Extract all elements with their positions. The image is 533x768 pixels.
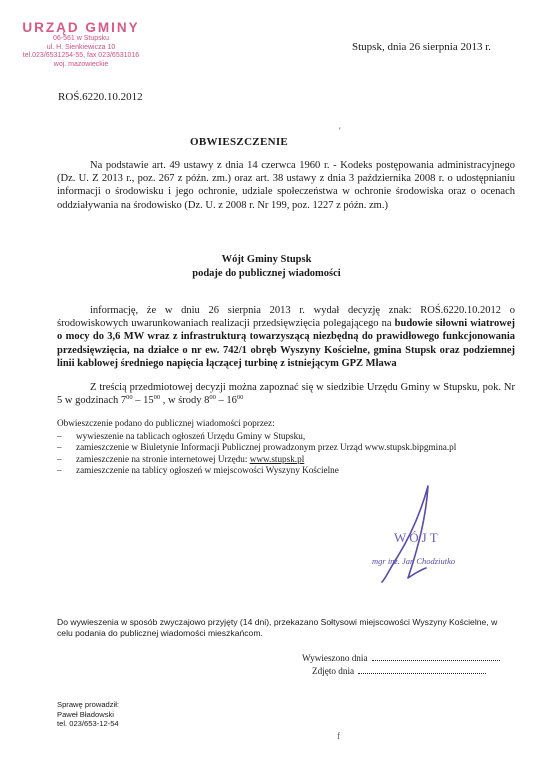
list-item-text: zamieszczenie w Biuletynie Informacji Publicznej prowadzonym przez Urząd www.stupsk.bipgmina.pl — [76, 442, 457, 453]
list-item — [57, 442, 456, 453]
list-item — [57, 431, 456, 442]
hours-text: – 16 — [215, 395, 237, 407]
prepared-label: Sprawę prowadził: — [57, 700, 120, 709]
authority-name: Wójt Gminy Stupsk — [221, 254, 312, 265]
hour-sup: 00 — [153, 394, 161, 402]
hour-sup: 00 — [126, 394, 133, 402]
access-paragraph — [57, 381, 515, 407]
prepared-phone: tel. 023/653-12-54 — [57, 719, 119, 729]
stamp-office-name: URZĄD GMINY — [22, 20, 140, 35]
removed-label: Zdjęto dnia — [312, 666, 355, 676]
list-item-text: zamieszczenie na tablicy ogłoszeń w miejscowości Wyszyny Kościelne — [76, 465, 339, 476]
place-date: Stupsk, dnia 26 sierpnia 2013 r. — [352, 41, 492, 53]
decision-paragraph — [57, 304, 515, 370]
hour-sup: 00 — [236, 394, 244, 402]
stamp-street: ul. H. Sienkiewicza 10 — [46, 43, 116, 51]
document-title: OBWIESZCZENIE — [190, 136, 289, 148]
legal-basis-paragraph: Na podstawie art. 49 ustawy z dnia 14 czerwca 1960 r. - Kodeks postępowania administracyjnego (Dz. U. Z 2013 r., poz. 267 z późn. zm.) oraz art. 38 ustawy z dnia 3 października 2008 r. o udostępnianiu informacji o środowisku i jego ochronie, udziale społeczeństwa w ochronie środowiska oraz o ocenach oddziaływania na środowisko (Dz. U. z 2008 r. Nr 199, poz. 1227 z późn. zm.) — [57, 160, 515, 211]
stamp-region: woj. mazowieckie — [53, 60, 109, 68]
decision-subject: budowie siłowni wiatrowej o mocy do 3,6 MW wraz z infrastrukturą towarzyszącą niezbędną do prawidłowego funkcjonowania przedsięwzięcia, na działce o nr ew. 742/1 obręb Wyszyny Kościelne, gmina Stupsk oraz podziemnej linii kablowej średniego napięcia łączącej turbinę z istniejącym GPZ Mława — [57, 318, 516, 369]
list-item-text: zamieszczenie na stronie internetowej Urzędu: — [76, 453, 250, 464]
removed-date-line — [312, 666, 486, 676]
list-item — [57, 454, 456, 465]
publication-intro: Obwieszczenie podano do publicznej wiadomości poprzez: — [57, 418, 275, 428]
posted-date-line — [302, 653, 500, 663]
hour-sup: 00 — [209, 394, 216, 402]
case-reference: ROŚ.6220.10.2012 — [58, 91, 143, 103]
hours-text: – 15 — [132, 395, 154, 407]
list-item — [57, 465, 456, 476]
access-text: Z treścią przedmiotowej decyzji można zapoznać się w siedzibie Urzędu Gminy w Stupsku, pok. Nr 5 w godzinach 7 — [57, 382, 515, 407]
list-item-text: wywieszenie na tablicach ogłoszeń Urzędu Gminy w Stupsku, — [76, 431, 306, 441]
stamp-phone: tel.023/6531254-55, fax 023/6531016 — [22, 52, 140, 59]
publication-list — [57, 431, 456, 477]
signature-stamp-text: WÓJT — [394, 530, 441, 545]
prepared-by — [57, 700, 119, 729]
office-stamp — [12, 20, 150, 69]
authority-statement: podaje do publicznej wiadomości — [192, 268, 341, 279]
tick-mark: ' — [339, 126, 341, 136]
stamp-postcode: 06-561 w Stupsku — [52, 35, 110, 42]
hours-text: , w środy 8 — [160, 395, 210, 407]
signature-name: mgr inż. Jan Chodziutko — [372, 556, 456, 566]
website-link[interactable]: www.stupsk.pl — [249, 453, 305, 464]
prepared-name: Paweł Bładowski — [57, 709, 114, 719]
posting-notice: Do wywieszenia w sposób zwyczajowo przyjęty (14 dni), przekazano Sołtysowi miejscowości Wyszyny Kościelne, w celu podania do publicznej wiadomości mieszkańcom. — [57, 617, 498, 639]
bottom-mark: f — [337, 731, 340, 741]
posted-date-field — [372, 660, 500, 661]
signature-stamp — [368, 478, 488, 588]
posted-label: Wywieszono dnia — [302, 653, 368, 663]
removed-date-field — [358, 673, 486, 674]
decision-intro: informację, że w dniu 26 sierpnia 2013 r. wydał decyzję znak: ROŚ.6220.10.2012 o środowiskowych uwarunkowaniach realizacji przedsięwzięcia polegającego na — [57, 305, 515, 330]
